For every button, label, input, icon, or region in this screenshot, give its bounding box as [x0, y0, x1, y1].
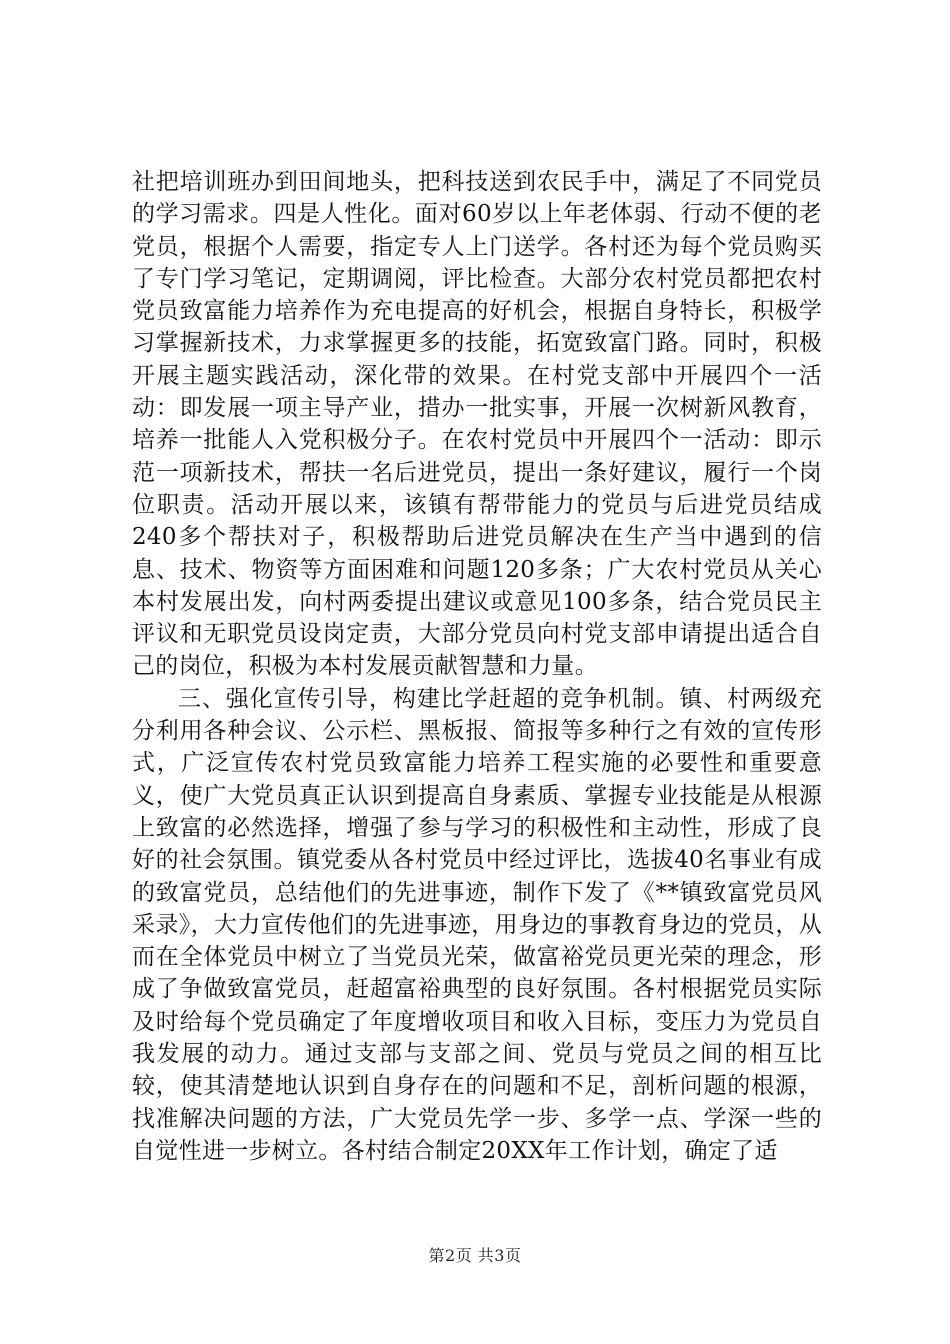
document-body	[132, 166, 822, 1167]
paragraph-continuation: 社把培训班办到田间地头，把科技送到农民手中，满足了不同党员的学习需求。四是人性化。面对60岁以上年老体弱、行动不便的老党员，根据个人需要，指定专人上门送学。各村还为每个党员购买了专门学习笔记，定期调阅，评比检查。大部分农村党员都把农村党员致富能力培养作为充电提高的好机会，根据自身特长，积极学习掌握新技术，力求掌握更多的技能，拓宽致富门路。同时，积极开展主题实践活动，深化带的效果。在村党支部中开展四个一活动：即发展一项主导产业，措办一批实事，开展一次树新风教育，培养一批能人入党积极分子。在农村党员中开展四个一活动：即示范一项新技术，帮扶一名后进党员，提出一条好建议，履行一个岗位职责。活动开展以来，该镇有帮带能力的党员与后进党员结成240多个帮扶对子，积极帮助后进党员解决在生产当中遇到的信息、技术、物资等方面困难和问题120多条；广大农村党员从关心本村发展出发，向村两委提出建议或意见100多条，结合党员民主评议和无职党员设岗定责，大部分党员向村党支部申请提出适合自己的岗位，积极为本村发展贡献智慧和力量。	[132, 169, 822, 680]
page-number-footer: 第2页 共3页	[428, 1246, 522, 1265]
paragraph-section-three: 三、强化宣传引导，构建比学赶超的竞争机制。镇、村两级充分利用各种会议、公示栏、黑板报、简报等多种行之有效的宣传形式，广泛宣传农村党员致富能力培养工程实施的必要性和重要意义，使广大党员真正认识到提高自身素质、掌握专业技能是从根源上致富的必然选择，增强了参与学习的积极性和主动性，形成了良好的社会氛围。镇党委从各村党员中经过评比，选拔40名事业有成的致富党员，总结他们的先进事迹，制作下发了《**镇致富党员风采录》，大力宣传他们的先进事迹，用身边的事教育身边的党员，从而在全体党员中树立了当党员光荣，做富裕党员更光荣的理念，形成了争做致富党员，赶超富裕典型的良好氛围。各村根据党员实际及时给每个党员确定了年度增收项目和收入目标，变压力为党员自我发展的动力。通过支部与支部之间、党员与党员之间的相互比较，使其清楚地认识到自身存在的问题和不足，剖析问题的根源，找准解决问题的方法，广大党员先学一步、多学一点、学深一些的自觉性进一步树立。各村结合制定20XX年工作计划，确定了适	[132, 685, 822, 1164]
